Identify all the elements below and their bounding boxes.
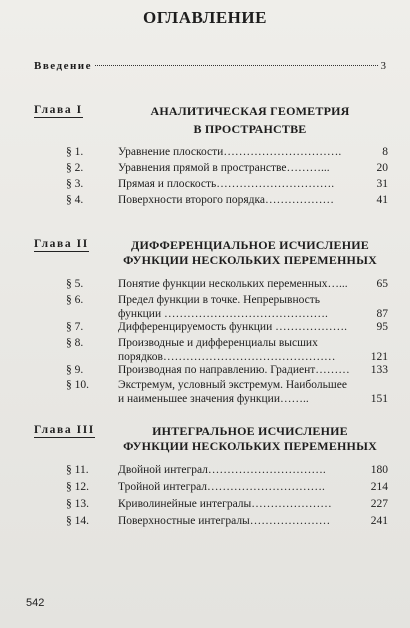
- section-title: Двойной интеграл………………………….: [118, 464, 326, 476]
- section-title: Экстремум, условный экстремум. Наибольшее: [118, 379, 347, 391]
- chapter-3-title-line2: ФУНКЦИИ НЕСКОЛЬКИХ ПЕРЕМЕННЫХ: [123, 439, 377, 453]
- section-page: 121: [370, 351, 388, 363]
- dot-leader: [95, 65, 377, 66]
- chapter-2-title-line1: ДИФФЕРЕНЦИАЛЬНОЕ ИСЧИСЛЕНИЕ: [131, 238, 369, 252]
- intro-page: 3: [380, 60, 386, 72]
- section-page: 227: [370, 498, 388, 510]
- section-title: Предел функции в точке. Непрерывность: [118, 294, 321, 306]
- section-title-continuation: и наименьшее значения функции……..: [118, 393, 309, 405]
- section-page: 241: [370, 515, 388, 527]
- section-page: 41: [376, 194, 388, 206]
- chapter-2-label: Глава II: [34, 238, 89, 250]
- section-number: § 9.: [66, 364, 84, 376]
- section-page: 65: [376, 278, 388, 290]
- chapter-1-label: Глава I: [34, 104, 83, 116]
- section-title-continuation: функции …………………………………….: [118, 308, 328, 320]
- section-number: § 6.: [66, 294, 84, 306]
- chapter-1-title-line2: В ПРОСТРАНСТВЕ: [193, 122, 307, 136]
- section-title: Дифференцируемость функции ……………….: [118, 321, 347, 333]
- section-number: § 14.: [66, 515, 89, 527]
- section-title: Производные и дифференциалы высших: [118, 337, 318, 349]
- intro-label: Введение: [34, 60, 93, 72]
- section-page: 133: [370, 364, 388, 376]
- section-title: Уравнения прямой в пространстве………...: [118, 162, 330, 174]
- chapter-3-title: [114, 424, 386, 454]
- intro-entry: [34, 60, 386, 72]
- section-page: 31: [376, 178, 388, 190]
- section-title: Поверхностные интегралы…………………: [118, 515, 331, 527]
- chapter-1-title: [114, 104, 386, 137]
- section-page: 8: [382, 146, 388, 158]
- section-title: Тройной интеграл………………………….: [118, 481, 325, 493]
- section-page: 95: [376, 321, 388, 333]
- section-page: 214: [370, 481, 388, 493]
- chapter-3-label: Глава III: [34, 424, 95, 436]
- section-number: § 2.: [66, 162, 84, 174]
- section-number: § 12.: [66, 481, 89, 493]
- section-page: 20: [376, 162, 388, 174]
- chapter-2-title-line2: ФУНКЦИИ НЕСКОЛЬКИХ ПЕРЕМЕННЫХ: [123, 253, 377, 267]
- section-number: § 1.: [66, 146, 84, 158]
- chapter-3-title-line1: ИНТЕГРАЛЬНОЕ ИСЧИСЛЕНИЕ: [152, 424, 348, 438]
- section-number: § 7.: [66, 321, 84, 333]
- section-title-continuation: порядков………………………………………: [118, 351, 336, 363]
- section-number: § 11.: [66, 464, 89, 476]
- section-page: 87: [376, 308, 388, 320]
- section-number: § 3.: [66, 178, 84, 190]
- section-number: § 13.: [66, 498, 89, 510]
- section-title: Прямая и плоскость………………………….: [118, 178, 335, 190]
- section-number: § 10.: [66, 379, 89, 391]
- section-page: 180: [370, 464, 388, 476]
- section-title: Понятие функции нескольких переменных…...: [118, 278, 348, 290]
- section-number: § 5.: [66, 278, 84, 290]
- section-title: Производная по направлению. Градиент………: [118, 364, 350, 376]
- chapter-2-title: [114, 238, 386, 268]
- page-number: 542: [26, 597, 45, 609]
- section-title: Уравнение плоскости………………………….: [118, 146, 342, 158]
- chapter-1-title-line1: АНАЛИТИЧЕСКАЯ ГЕОМЕТРИЯ: [150, 104, 350, 118]
- page-title: ОГЛАВЛЕНИЕ: [143, 8, 267, 27]
- section-title: Поверхности второго порядка………………: [118, 194, 335, 206]
- section-title: Криволинейные интегралы…………………: [118, 498, 332, 510]
- section-page: 151: [370, 393, 388, 405]
- section-number: § 4.: [66, 194, 84, 206]
- section-number: § 8.: [66, 337, 84, 349]
